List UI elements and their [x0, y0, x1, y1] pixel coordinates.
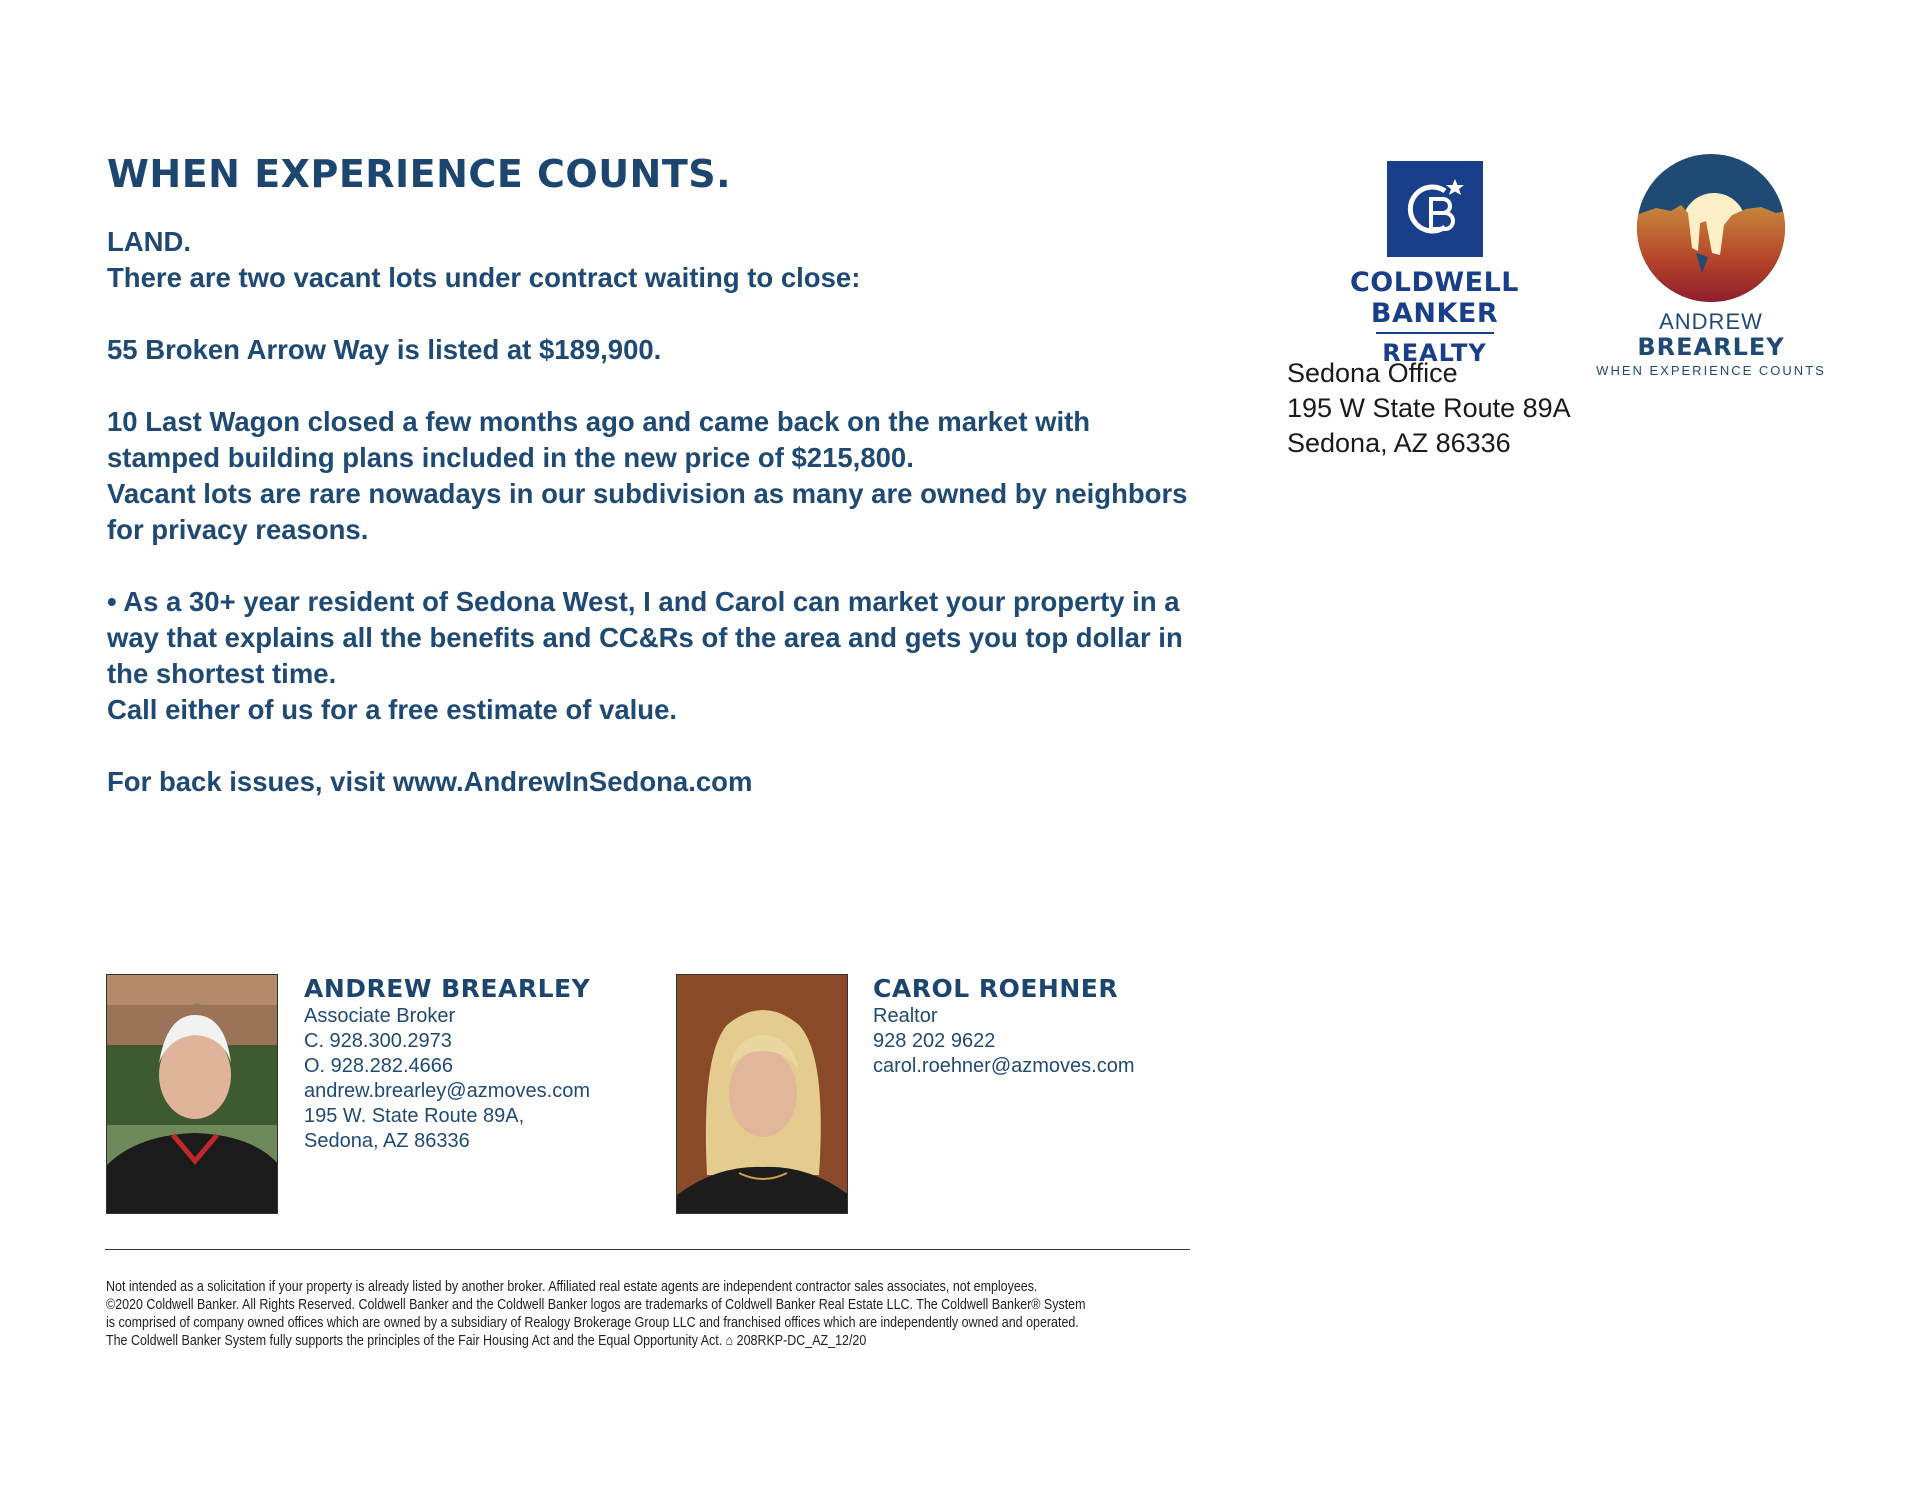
section-label: LAND. — [107, 226, 192, 257]
body-line: 55 Broken Arrow Way is listed at $189,900. — [107, 334, 662, 365]
agent-city: Sedona, AZ 86336 — [304, 1130, 470, 1152]
agent-street: 195 W. State Route 89A, — [304, 1105, 525, 1127]
agent-phone[interactable]: 928 202 9622 — [873, 1030, 996, 1052]
website-line: For back issues, visit www.AndrewInSedona.com — [107, 766, 753, 797]
logo-last-name: BREARLEY — [1637, 333, 1785, 361]
sedona-sunset-icon — [1636, 153, 1786, 303]
agent-email[interactable]: andrew.brearley@azmoves.com — [304, 1080, 590, 1102]
legal-line: is comprised of company owned offices which are owned by a subsidiary of Realogy Brokerage Group LLC and franchised offices which are independently owned and operated. — [106, 1315, 1079, 1331]
logo-first-name: ANDREW — [1659, 309, 1763, 334]
personal-logo — [1596, 153, 1826, 378]
body-line: There are two vacant lots under contract waiting to close: — [107, 262, 861, 293]
agent-cell-phone[interactable]: C. 928.300.2973 — [304, 1030, 452, 1052]
cb-monogram-icon — [1387, 161, 1483, 257]
legal-line: ©2020 Coldwell Banker. All Rights Reserved. Coldwell Banker and the Coldwell Banker logos are trademarks of Coldwell Banker Real Estate LLC. The Coldwell Banker® System — [106, 1297, 1086, 1313]
agent-email[interactable]: carol.roehner@azmoves.com — [873, 1055, 1135, 1077]
brand-name: COLDWELL BANKER — [1349, 267, 1520, 329]
body-line: Call either of us for a free estimate of value. — [107, 694, 678, 725]
agent-title: Realtor — [873, 1005, 938, 1027]
office-address — [1287, 356, 1571, 461]
agent-name: CAROL ROEHNER — [873, 974, 1119, 1003]
body-line: • As a 30+ year resident of Sedona West, I and Carol can market your property in a — [107, 586, 1180, 617]
legal-line: Not intended as a solicitation if your property is already listed by another broker. Affiliated real estate agents are independent contractor sales associates, not employees. — [106, 1279, 1038, 1295]
legal-code: 208RKP-DC_AZ_12/20 — [736, 1333, 867, 1349]
legal-disclaimer — [106, 1278, 1086, 1350]
office-label: Sedona Office — [1287, 358, 1458, 388]
agent-card-andrew — [304, 974, 590, 1154]
coldwell-banker-logo — [1287, 161, 1582, 367]
legal-text: The Coldwell Banker System fully supports the principles of the Fair Housing Act and the Equal Opportunity Act. — [106, 1333, 723, 1349]
carol-photo — [676, 974, 848, 1214]
body-line: 10 Last Wagon closed a few months ago and came back on the market with — [107, 406, 1091, 437]
agent-card-carol — [873, 974, 1135, 1079]
main-body — [107, 224, 1227, 800]
agent-office-phone[interactable]: O. 928.282.4666 — [304, 1055, 454, 1077]
equal-housing-icon: ⌂ — [725, 1333, 734, 1349]
office-city: Sedona, AZ 86336 — [1287, 428, 1511, 458]
headline: WHEN EXPERIENCE COUNTS. — [107, 152, 732, 196]
body-line: stamped building plans included in the new price of $215,800. — [107, 442, 914, 473]
body-line: for privacy reasons. — [107, 514, 369, 545]
andrew-photo — [106, 974, 278, 1214]
agent-name: ANDREW BREARLEY — [304, 974, 591, 1003]
agent-title: Associate Broker — [304, 1005, 456, 1027]
body-line: Vacant lots are rare nowadays in our subdivision as many are owned by neighbors — [107, 478, 1188, 509]
brand-divider — [1376, 332, 1494, 334]
logo-tagline: WHEN EXPERIENCE COUNTS — [1596, 363, 1826, 378]
legal-line-last — [106, 1332, 1052, 1350]
office-street: 195 W State Route 89A — [1287, 393, 1571, 423]
brand-sub: REALTY — [1382, 339, 1487, 367]
body-line: the shortest time. — [107, 658, 337, 689]
footer-divider — [105, 1249, 1190, 1250]
body-line: way that explains all the benefits and CC&Rs of the area and gets you top dollar in — [107, 622, 1183, 653]
